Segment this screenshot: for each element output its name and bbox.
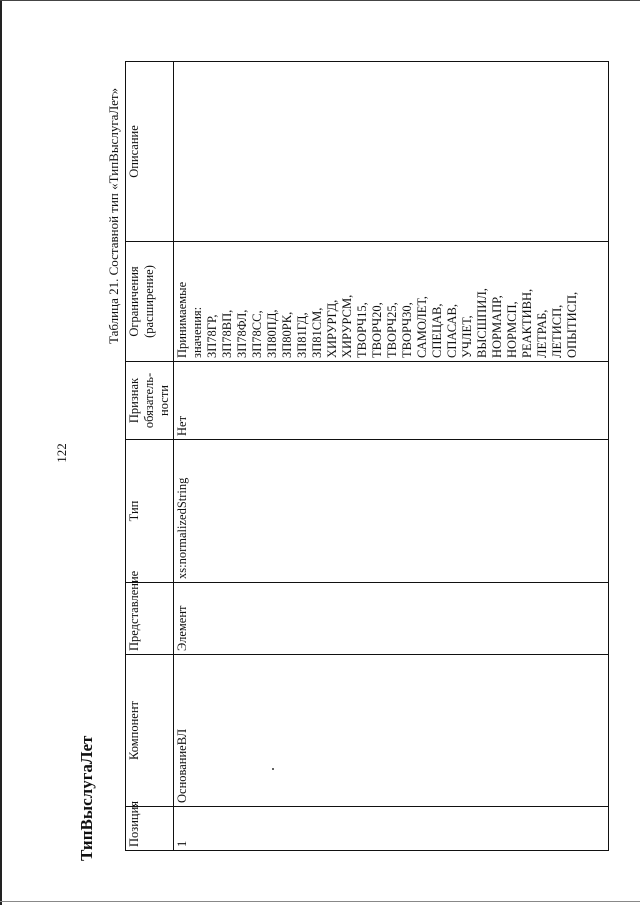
table-caption: Таблица 21. Составной тип «ТипВыслугаЛет» xyxy=(106,87,121,344)
cell-component: ОснованиеВЛ xyxy=(174,655,609,807)
table-container xyxy=(125,62,609,851)
cell-position: 1 xyxy=(174,807,609,851)
header-representation: Представление xyxy=(126,583,174,655)
header-component: Компонент xyxy=(126,655,174,807)
page-number: 122 xyxy=(54,443,69,463)
page-left-edge xyxy=(0,0,2,905)
restrictions-values: ЗП78ГР, ЗП78ВП, ЗП78ФЛ, ЗП78СС, ЗП80ПД, ЗП80РК, ЗП81ГД, ЗП81СМ, ХИРУРГД, ХИРУРСМ, ТВОРЧ15, ТВОРЧ20, ТВОРЧ25, ТВОРЧ30, САМОЛЕТ, СПЕЦАВ, СПАСАВ, УЧЛЕТ, ВЫСШПИЛ, НОРМАПР, НОРМСП, РЕАКТИВН, ЛЕТРАБ, ЛЕТИСП, ОПЫТИСП, xyxy=(205,288,579,358)
composite-type-table xyxy=(125,61,609,851)
cell-type: xs:normalizedString xyxy=(174,440,609,583)
header-type: Тип xyxy=(126,440,174,583)
cell-restrictions xyxy=(174,242,609,362)
cell-mandatory: Нет xyxy=(174,362,609,440)
section-title: ТипВыслугаЛет xyxy=(77,735,96,861)
table-row xyxy=(174,62,609,851)
header-mandatory: Признак обязатель-ности xyxy=(126,362,174,440)
cell-description xyxy=(174,62,609,242)
header-restrictions: Ограничения (расширение) xyxy=(126,242,174,362)
header-position: Позиция xyxy=(126,807,174,851)
page-top-edge xyxy=(0,0,640,1)
page-bottom-edge xyxy=(0,901,640,902)
restrictions-intro: Принимаемые значения: xyxy=(175,281,204,358)
header-description: Описание xyxy=(126,62,174,242)
cell-representation: Элемент xyxy=(174,583,609,655)
table-header-row xyxy=(126,62,174,851)
